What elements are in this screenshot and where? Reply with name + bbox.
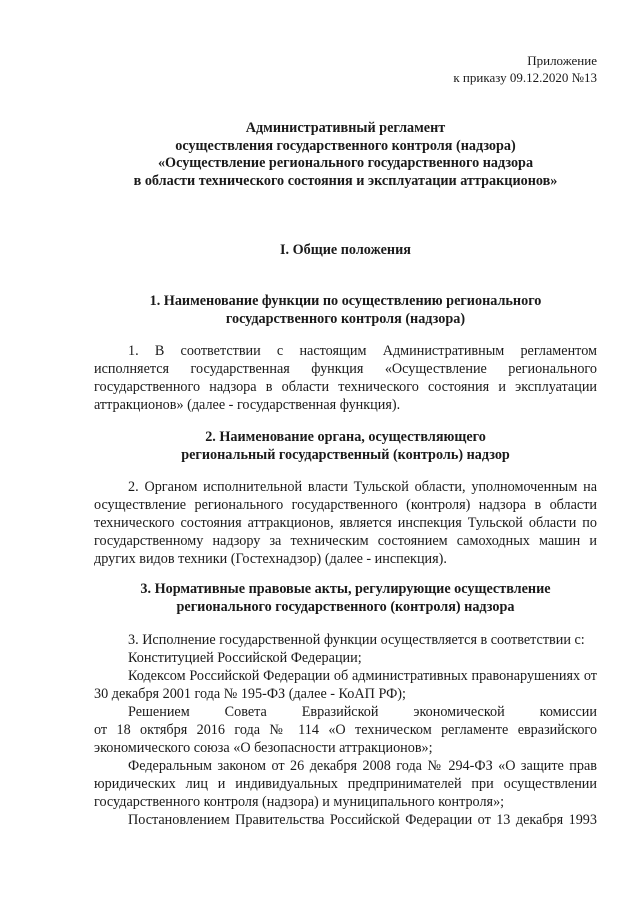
paragraph-line: 1. В соответствии с настоящим Административным регламентом xyxy=(128,343,597,359)
section-general-text: I. Общие положения xyxy=(280,242,411,258)
paragraph-line: осуществление регионального государственного (контроля) надзора в области xyxy=(94,497,597,513)
heading-line: 3. Нормативные правовые акты, регулирующие осуществление xyxy=(140,581,551,597)
paragraph-2 xyxy=(94,478,597,568)
paragraph-line: Кодексом Российской Федерации об административных правонарушениях от xyxy=(128,668,597,684)
paragraph-3 xyxy=(94,631,597,829)
appendix-line-2: к приказу 09.12.2020 №13 xyxy=(453,70,597,85)
heading-line: 2. Наименование органа, осуществляющего xyxy=(205,429,486,445)
paragraph-1 xyxy=(94,342,597,414)
appendix-note xyxy=(453,52,597,86)
paragraph-line: Решением Совета Евразийской экономической комиссии xyxy=(128,704,597,720)
section-2-heading xyxy=(94,428,597,464)
title-line: «Осуществление регионального государственного надзора xyxy=(157,155,534,171)
paragraph-line: Федеральным законом от 26 декабря 2008 года № 294-ФЗ «О защите прав xyxy=(128,758,597,774)
paragraph-line: Постановлением Правительства Российской Федерации от 13 декабря 1993 xyxy=(128,812,597,828)
title-line: в области технического состояния и эксплуатации аттракционов» xyxy=(133,172,558,189)
paragraph-line: других видов техники (Гостехнадзор) (далее - инспекция). xyxy=(94,551,447,567)
appendix-line-1: Приложение xyxy=(527,53,597,68)
title-line: Административный регламент xyxy=(245,120,446,136)
paragraph-line: 30 декабря 2001 года № 195-ФЗ (далее - КоАП РФ); xyxy=(94,686,406,702)
paragraph-line: государственного контроля (надзора) и муниципального контроля»; xyxy=(94,794,505,810)
paragraph-line: государственному надзору за техническим состоянием самоходных машин и xyxy=(94,533,597,549)
section-1-heading xyxy=(94,292,597,328)
heading-line: регионального государственного (контроля) надзора xyxy=(176,599,515,615)
paragraph-line: 3. Исполнение государственной функции осуществляется в соответствии с: xyxy=(128,632,585,648)
section-general-heading xyxy=(94,241,597,259)
paragraph-line: экономического союза «О безопасности аттракционов»; xyxy=(94,740,433,756)
title-line: осуществления государственного контроля (надзора) xyxy=(175,137,516,154)
paragraph-line: юридических лиц и индивидуальных предпринимателей при осуществлении xyxy=(94,776,597,792)
heading-line: региональный государственный (контроль) надзор xyxy=(181,447,510,463)
heading-line: 1. Наименование функции по осуществлению регионального xyxy=(149,293,542,309)
paragraph-line: Конституцией Российской Федерации; xyxy=(128,650,362,666)
paragraph-line: исполняется государственная функция «Осуществление регионального xyxy=(94,361,597,377)
section-3-heading xyxy=(94,580,597,616)
document-title xyxy=(94,120,597,190)
heading-line: государственного контроля (надзора) xyxy=(225,311,466,327)
paragraph-line: аттракционов» (далее - государственная функция). xyxy=(94,397,401,413)
paragraph-line: 2. Органом исполнительной власти Тульской области, уполномоченным на xyxy=(128,479,597,495)
paragraph-line: от 18 октября 2016 года № 114 «О техническом регламенте евразийского xyxy=(94,722,597,738)
paragraph-line: технического состояния аттракционов, является инспекция Тульской области по xyxy=(94,515,597,531)
paragraph-line: государственного надзора в области технического состояния и эксплуатации xyxy=(94,379,597,395)
